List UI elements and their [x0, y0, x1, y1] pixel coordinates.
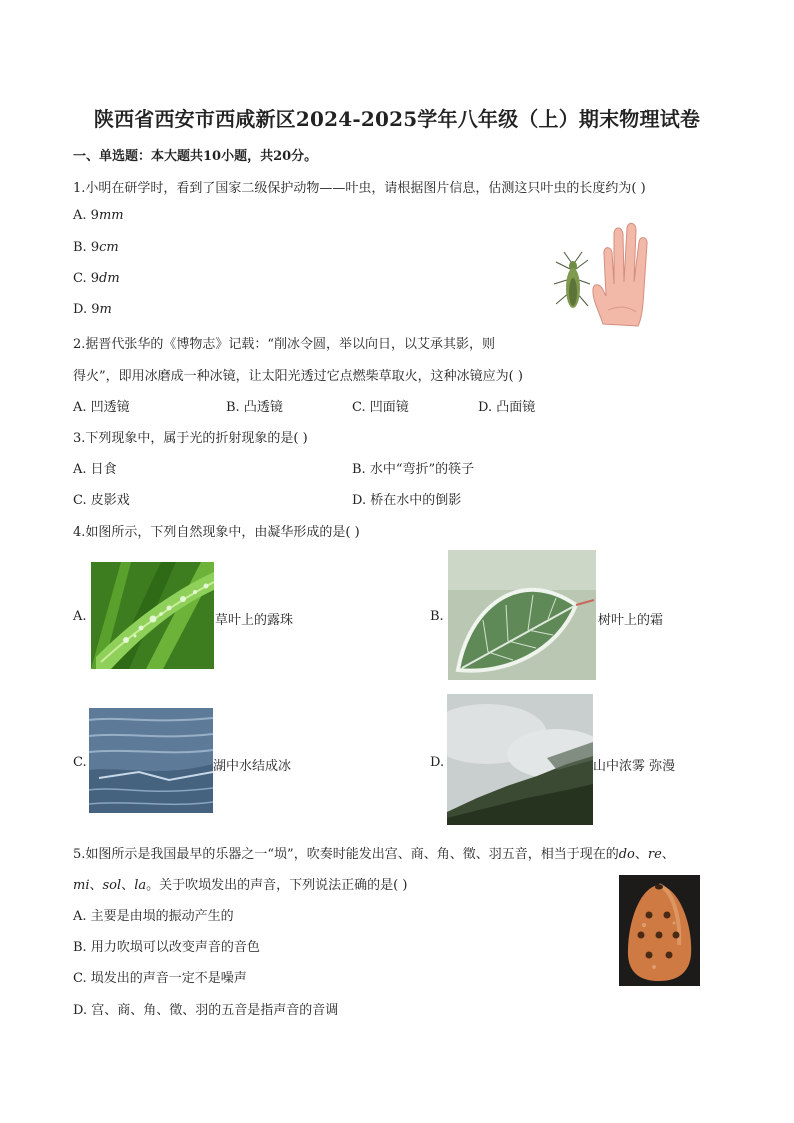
q5-stem-line1: 5.如图所示是我国最早的乐器之一“埙”，吹奏时能发出宫、商、角、徵、羽五音，相当于现在的do、re、: [73, 847, 675, 862]
q2-stem-line1: 2.据晋代张华的《博物志》记载：“削冰令圆，举以向日，以艾承其影，则: [73, 337, 496, 352]
q4-option-d-letter[interactable]: D.: [430, 755, 445, 770]
q4-caption-b: 树叶上的霜: [598, 613, 664, 628]
mountain-fog-image: [447, 694, 593, 825]
q3-option-b[interactable]: B. 水中“弯折”的筷子: [352, 462, 475, 477]
q4-caption-a: 草叶上的露珠: [215, 613, 294, 628]
q1-option-d[interactable]: D. 9m: [73, 302, 112, 317]
q4-caption-c: 湖中水结成冰: [213, 759, 292, 774]
q3-stem: 3.下列现象中，属于光的折射现象的是( ): [73, 431, 308, 446]
q4-stem: 4.如图所示，下列自然现象中，由凝华形成的是( ): [73, 525, 360, 540]
q4-option-a-letter[interactable]: A.: [73, 609, 87, 624]
frost-on-leaf-image: [448, 550, 596, 680]
q5-option-d[interactable]: D. 宫、商、角、徵、羽的五音是指声音的音调: [73, 1003, 339, 1018]
frozen-lake-image: [89, 708, 213, 813]
leaf-insect-icon: [554, 252, 590, 308]
q1-option-a[interactable]: A. 9mm: [73, 208, 124, 223]
q1-stem: 1.小明在研学时，看到了国家二级保护动物——叶虫，请根据图片信息，估测这只叶虫的长度约为( ): [73, 181, 646, 196]
palm-hand-icon: [593, 223, 647, 326]
q5-option-b[interactable]: B. 用力吹埙可以改变声音的音色: [73, 940, 260, 955]
q2-option-b[interactable]: B. 凸透镜: [226, 400, 283, 415]
q3-option-c[interactable]: C. 皮影戏: [73, 493, 130, 508]
q4-option-c-letter[interactable]: C.: [73, 755, 87, 770]
q3-option-a[interactable]: A. 日食: [73, 462, 117, 477]
q2-option-d[interactable]: D. 凸面镜: [478, 400, 536, 415]
q1-option-c[interactable]: C. 9dm: [73, 271, 120, 286]
leaf-insect-hand-image: [546, 214, 661, 332]
q5-option-c[interactable]: C. 埙发出的声音一定不是噪声: [73, 971, 247, 986]
q5-stem-line2: mi、sol、la。关于吹埙发出的声音，下列说法正确的是( ): [73, 878, 408, 893]
q4-option-b-letter[interactable]: B.: [430, 609, 444, 624]
exam-title: 陕西省西安市西咸新区2024-2025学年八年级（上）期末物理试卷: [93, 107, 701, 131]
xun-instrument-image: [619, 875, 700, 986]
dew-on-grass-image: [91, 562, 214, 669]
q2-option-a[interactable]: A. 凹透镜: [73, 400, 130, 415]
q3-option-d[interactable]: D. 桥在水中的倒影: [352, 493, 462, 508]
q4-caption-d: 山中浓雾 弥漫: [593, 759, 676, 774]
q1-option-b[interactable]: B. 9cm: [73, 240, 119, 255]
q2-stem-line2: 得火”，即用冰磨成一种冰镜，让太阳光透过它点燃柴草取火，这种冰镜应为( ): [73, 369, 523, 384]
q5-option-a[interactable]: A. 主要是由埙的振动产生的: [73, 909, 234, 924]
section-header: 一、单选题：本大题共10小题，共20分。: [73, 149, 318, 164]
q2-option-c[interactable]: C. 凹面镜: [352, 400, 409, 415]
